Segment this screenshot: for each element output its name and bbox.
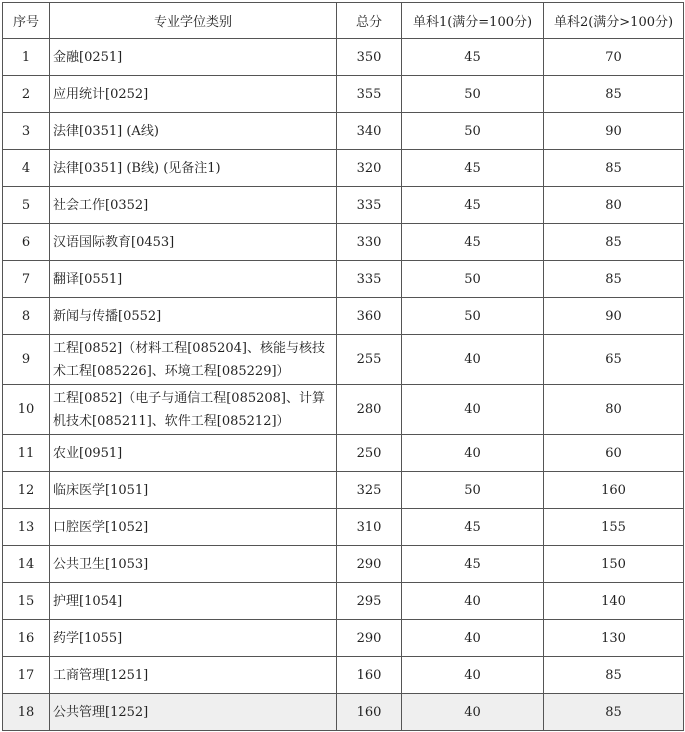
row-single1: 50 [402, 76, 544, 113]
row-single1: 45 [402, 546, 544, 583]
table-row [3, 546, 684, 583]
row-single2: 80 [544, 187, 684, 224]
row-single1: 45 [402, 187, 544, 224]
row-total: 250 [337, 435, 402, 472]
row-single2: 85 [544, 657, 684, 694]
row-single1: 45 [402, 509, 544, 546]
row-single1: 40 [402, 657, 544, 694]
row-total: 360 [337, 298, 402, 335]
row-category: 法律[0351] (B线) (见备注1) [50, 150, 337, 187]
row-category: 金融[0251] [50, 39, 337, 76]
row-single2: 90 [544, 113, 684, 150]
row-category: 新闻与传播[0552] [50, 298, 337, 335]
table-row [3, 39, 684, 76]
row-seq: 13 [3, 509, 50, 546]
row-seq: 12 [3, 472, 50, 509]
row-category: 翻译[0551] [50, 261, 337, 298]
row-total: 310 [337, 509, 402, 546]
table-row [3, 187, 684, 224]
row-total: 340 [337, 113, 402, 150]
row-category: 应用统计[0252] [50, 76, 337, 113]
table-row [3, 298, 684, 335]
row-single1: 45 [402, 39, 544, 76]
row-single2: 90 [544, 298, 684, 335]
row-single2: 80 [544, 385, 684, 435]
row-seq: 9 [3, 335, 50, 385]
row-single1: 40 [402, 385, 544, 435]
row-total: 330 [337, 224, 402, 261]
header-total: 总分 [337, 3, 402, 39]
row-seq: 4 [3, 150, 50, 187]
row-category: 工商管理[1251] [50, 657, 337, 694]
row-single2: 60 [544, 435, 684, 472]
row-single1: 50 [402, 261, 544, 298]
row-total: 160 [337, 694, 402, 731]
row-category: 临床医学[1051] [50, 472, 337, 509]
row-seq: 1 [3, 39, 50, 76]
row-single2: 85 [544, 150, 684, 187]
row-category: 社会工作[0352] [50, 187, 337, 224]
table-row [3, 261, 684, 298]
row-category: 工程[0852]（材料工程[085204]、核能与核技术工程[085226]、环境工程[085229]） [50, 335, 337, 385]
header-row [3, 3, 684, 39]
row-category: 药学[1055] [50, 620, 337, 657]
row-total: 355 [337, 76, 402, 113]
row-seq: 14 [3, 546, 50, 583]
table-row [3, 583, 684, 620]
table-row [3, 472, 684, 509]
row-seq: 17 [3, 657, 50, 694]
row-single1: 50 [402, 113, 544, 150]
row-category: 口腔医学[1052] [50, 509, 337, 546]
table-row [3, 694, 684, 731]
row-single2: 85 [544, 224, 684, 261]
row-single2: 65 [544, 335, 684, 385]
row-seq: 3 [3, 113, 50, 150]
header-category: 专业学位类别 [50, 3, 337, 39]
row-total: 290 [337, 546, 402, 583]
row-total: 255 [337, 335, 402, 385]
row-single2: 160 [544, 472, 684, 509]
row-seq: 10 [3, 385, 50, 435]
row-category: 汉语国际教育[0453] [50, 224, 337, 261]
row-total: 325 [337, 472, 402, 509]
row-single2: 150 [544, 546, 684, 583]
header-seq: 序号 [3, 3, 50, 39]
row-single1: 50 [402, 472, 544, 509]
row-total: 280 [337, 385, 402, 435]
row-total: 335 [337, 261, 402, 298]
table-row [3, 657, 684, 694]
row-single2: 130 [544, 620, 684, 657]
row-single2: 85 [544, 261, 684, 298]
table-row [3, 224, 684, 261]
row-single1: 40 [402, 583, 544, 620]
table-row [3, 335, 684, 385]
row-seq: 8 [3, 298, 50, 335]
row-single2: 140 [544, 583, 684, 620]
row-single1: 40 [402, 435, 544, 472]
row-seq: 6 [3, 224, 50, 261]
table-row [3, 620, 684, 657]
table-row [3, 385, 684, 435]
row-single1: 45 [402, 150, 544, 187]
row-total: 295 [337, 583, 402, 620]
row-total: 335 [337, 187, 402, 224]
row-single2: 155 [544, 509, 684, 546]
row-single1: 45 [402, 224, 544, 261]
row-seq: 2 [3, 76, 50, 113]
row-single1: 40 [402, 335, 544, 385]
row-total: 290 [337, 620, 402, 657]
table-row [3, 76, 684, 113]
row-category: 护理[1054] [50, 583, 337, 620]
header-single1: 单科1(满分=100分) [402, 3, 544, 39]
row-seq: 15 [3, 583, 50, 620]
row-category: 公共卫生[1053] [50, 546, 337, 583]
table-row [3, 435, 684, 472]
table-row [3, 509, 684, 546]
row-category: 法律[0351] (A线) [50, 113, 337, 150]
score-table [2, 2, 684, 731]
row-single1: 40 [402, 694, 544, 731]
row-category: 农业[0951] [50, 435, 337, 472]
row-category: 工程[0852]（电子与通信工程[085208]、计算机技术[085211]、软件工程[085212]） [50, 385, 337, 435]
row-single1: 40 [402, 620, 544, 657]
row-seq: 5 [3, 187, 50, 224]
row-category: 公共管理[1252] [50, 694, 337, 731]
row-single2: 85 [544, 76, 684, 113]
row-total: 160 [337, 657, 402, 694]
row-seq: 16 [3, 620, 50, 657]
row-single1: 50 [402, 298, 544, 335]
row-single2: 70 [544, 39, 684, 76]
row-total: 350 [337, 39, 402, 76]
row-seq: 11 [3, 435, 50, 472]
table-row [3, 113, 684, 150]
row-single2: 85 [544, 694, 684, 731]
table-row [3, 150, 684, 187]
row-seq: 18 [3, 694, 50, 731]
table-body [3, 39, 684, 731]
header-single2: 单科2(满分>100分) [544, 3, 684, 39]
row-total: 320 [337, 150, 402, 187]
row-seq: 7 [3, 261, 50, 298]
